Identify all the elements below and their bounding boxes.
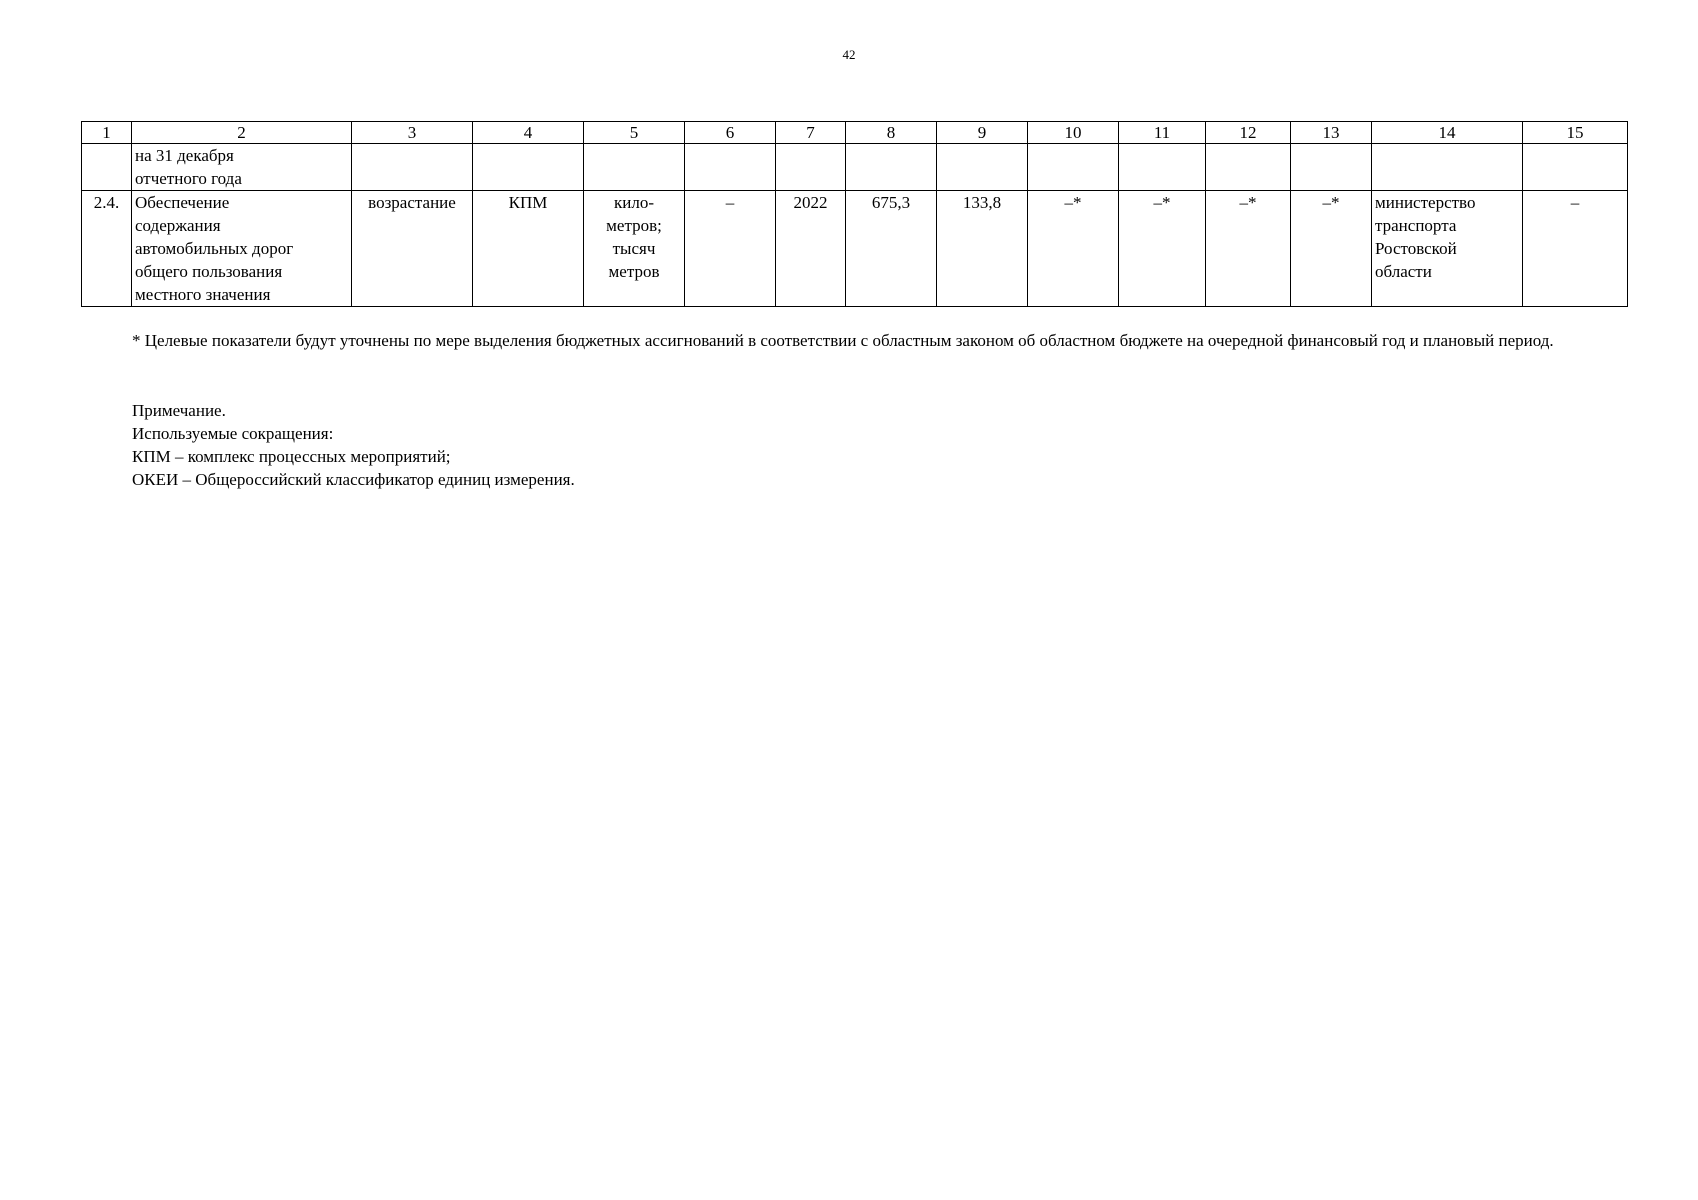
- header-cell: 4: [473, 122, 584, 144]
- base-year-cell: 2022: [776, 191, 846, 307]
- cell-text-line: области: [1375, 262, 1432, 281]
- table-cell: [352, 144, 473, 191]
- cell-text-line: отчетного года: [135, 169, 242, 188]
- table-cell: [82, 144, 132, 191]
- table-row-2-4: [82, 191, 1628, 307]
- table-cell: [846, 144, 937, 191]
- header-cell: 2: [132, 122, 352, 144]
- header-cell: 11: [1119, 122, 1206, 144]
- cell-text-line: на 31 декабря: [135, 146, 234, 165]
- header-cell: 5: [584, 122, 685, 144]
- table-cell: [1119, 144, 1206, 191]
- table-cell: [685, 144, 776, 191]
- table-cell: [584, 144, 685, 191]
- indicators-table: [81, 121, 1628, 307]
- value-cell: 133,8: [937, 191, 1028, 307]
- table-cell: [1291, 144, 1372, 191]
- cell-text-line: местного значения: [135, 285, 271, 304]
- abbreviation-item: ОКЕИ – Общероссийский классификатор единиц измерения.: [132, 470, 575, 489]
- abbreviation-item: КПМ – комплекс процессных мероприятий;: [132, 447, 451, 466]
- cell-text-line: метров;: [606, 216, 662, 235]
- notes-subtitle: Используемые сокращения:: [132, 424, 334, 443]
- continuation-name-cell: [132, 144, 352, 191]
- table-cell: [473, 144, 584, 191]
- header-cell: 15: [1523, 122, 1628, 144]
- value-cell: –*: [1206, 191, 1291, 307]
- header-cell: 3: [352, 122, 473, 144]
- header-cell: 12: [1206, 122, 1291, 144]
- cell-text-line: министерство: [1375, 193, 1476, 212]
- value-cell: –: [1523, 191, 1628, 307]
- cell-text-line: тысяч: [612, 239, 656, 258]
- trend-cell: возрастание: [352, 191, 473, 307]
- header-cell: 8: [846, 122, 937, 144]
- header-cell: 9: [937, 122, 1028, 144]
- table-cell: [1372, 144, 1523, 191]
- value-cell: 675,3: [846, 191, 937, 307]
- cell-text-line: кило-: [613, 193, 654, 212]
- value-cell: –*: [1028, 191, 1119, 307]
- header-cell: 14: [1372, 122, 1523, 144]
- row-number-cell: 2.4.: [82, 191, 132, 307]
- cell-text-line: метров: [608, 262, 660, 281]
- header-cell: 10: [1028, 122, 1119, 144]
- table-row-continuation: [82, 144, 1628, 191]
- cell-text-line: Ростовской: [1375, 239, 1457, 258]
- page-number: 42: [842, 47, 856, 62]
- cell-text-line: автомобильных дорог: [135, 239, 294, 258]
- table-cell: [937, 144, 1028, 191]
- value-cell: –*: [1291, 191, 1372, 307]
- okei-cell: –: [685, 191, 776, 307]
- header-cell: 6: [685, 122, 776, 144]
- value-cell: –*: [1119, 191, 1206, 307]
- header-cell: 1: [82, 122, 132, 144]
- table-cell: [1523, 144, 1628, 191]
- unit-cell: [584, 191, 685, 307]
- notes-title: Примечание.: [132, 401, 226, 420]
- cell-text-line: Обеспечение: [135, 193, 230, 212]
- table-cell: [1028, 144, 1119, 191]
- cell-text-line: транспорта: [1375, 216, 1457, 235]
- cell-text-line: содержания: [135, 216, 221, 235]
- level-cell: КПМ: [473, 191, 584, 307]
- table-cell: [776, 144, 846, 191]
- cell-text-line: общего пользования: [135, 262, 283, 281]
- footnote: * Целевые показатели будут уточнены по мере выделения бюджетных ассигнований в соответствии с областным законом об областном бюджете на очередной финансовый год и плановый период.: [132, 331, 1554, 350]
- table-header-row: [82, 122, 1628, 144]
- header-cell: 7: [776, 122, 846, 144]
- table-cell: [1206, 144, 1291, 191]
- header-cell: 13: [1291, 122, 1372, 144]
- notes-block: [132, 399, 1132, 491]
- responsible-cell: [1372, 191, 1523, 307]
- indicator-name-cell: [132, 191, 352, 307]
